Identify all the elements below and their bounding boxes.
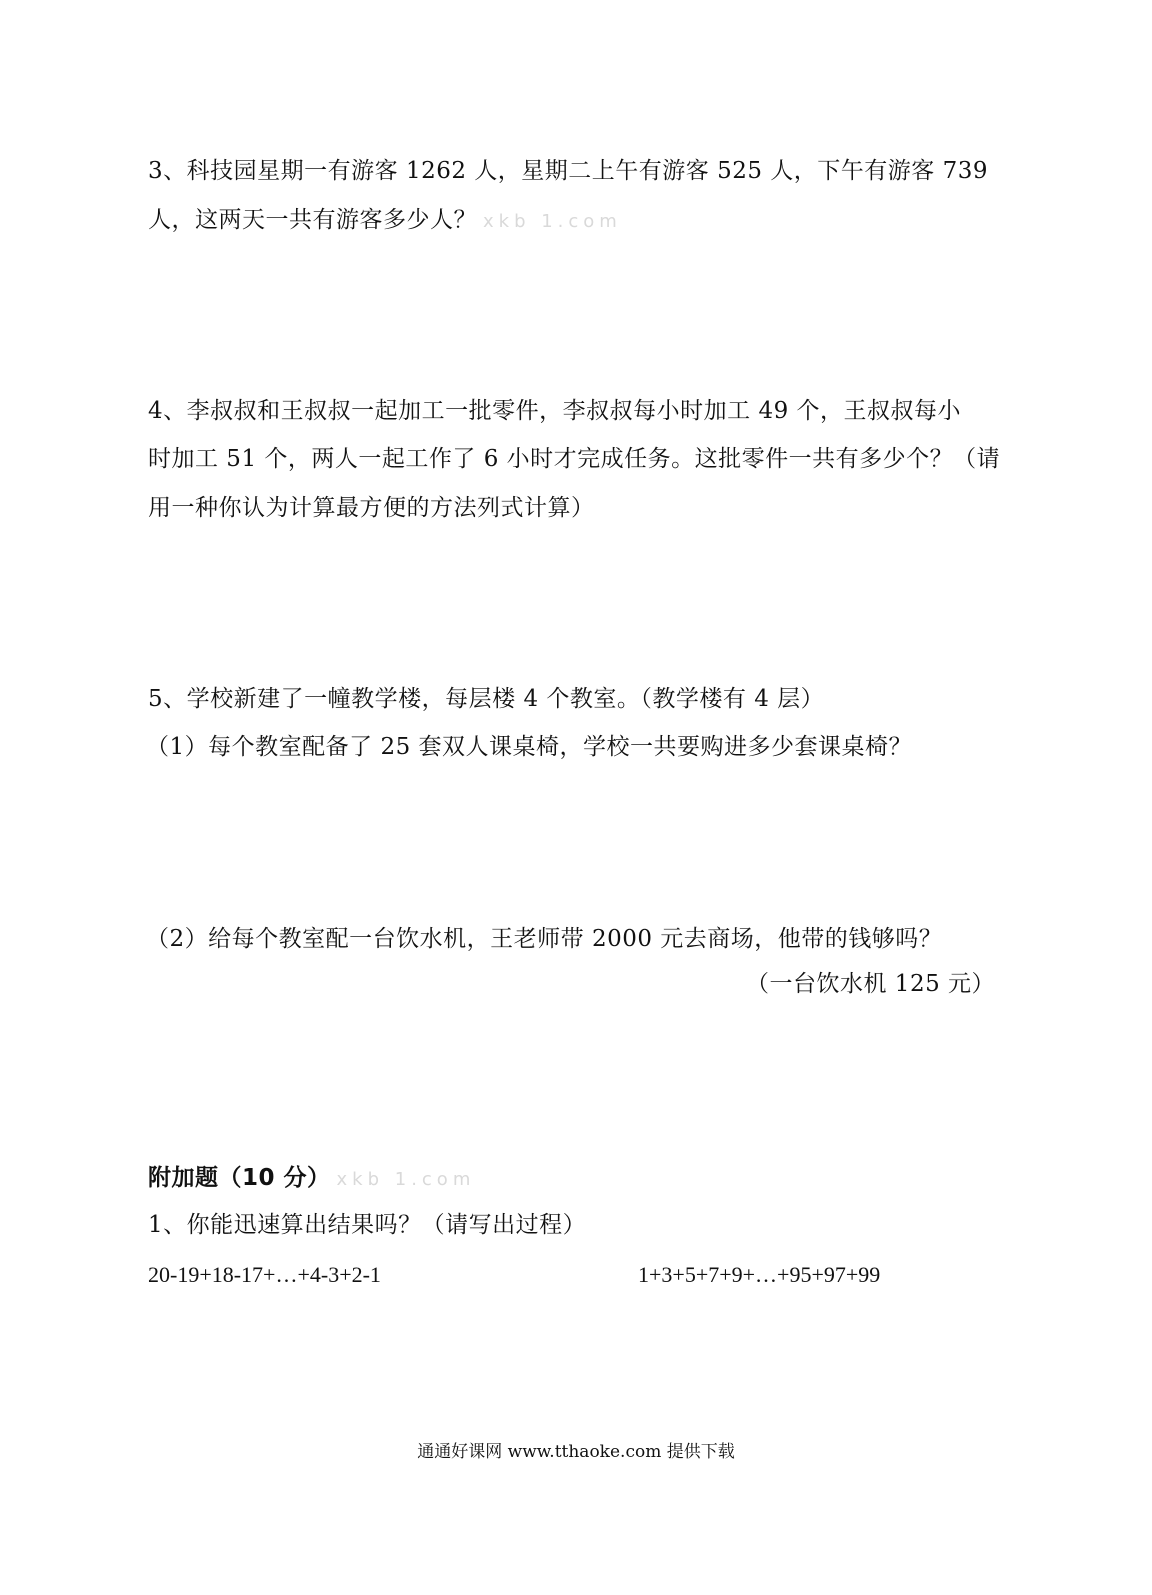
bonus-heading: [148, 1163, 475, 1195]
q5-part-1: （1）每个教室配备了 25 套双人课桌椅，学校一共要购进多少套课桌椅？: [146, 734, 913, 760]
bonus-title: 附加题（10 分）: [148, 1165, 331, 1191]
q3-line-1: 3、科技园星期一有游客 1262 人，星期二上午有游客 525 人，下午有游客 739: [148, 158, 989, 184]
bonus-expression-1: 20-19+18-17+…+4-3+2-1: [148, 1262, 381, 1287]
q5-part-2: （2）给每个教室配一台饮水机，王老师带 2000 元去商场，他带的钱够吗？: [146, 926, 943, 952]
q5-part-2-note: （一台饮水机 125 元）: [746, 971, 996, 997]
q4-line-1: 4、李叔叔和王叔叔一起加工一批零件，李叔叔每小时加工 49 个，王叔叔每小: [148, 398, 962, 424]
page-footer: 通通好课网 www.tthaoke.com 提供下载: [417, 1442, 735, 1462]
q4-line-2: 时加工 51 个，两人一起工作了 6 小时才完成任务。这批零件一共有多少个？（请: [148, 446, 1001, 472]
q3-line-2-text: 人，这两天一共有游客多少人？: [148, 207, 477, 233]
bonus-q1: 1、你能迅速算出结果吗？（请写出过程）: [148, 1212, 587, 1238]
watermark-text: xkb 1.com: [336, 1169, 476, 1190]
q4-line-3: 用一种你认为计算最方便的方法列式计算）: [148, 495, 595, 521]
q5-title: 5、学校新建了一幢教学楼，每层楼 4 个教室。（教学楼有 4 层）: [148, 686, 825, 712]
bonus-expression-2: 1+3+5+7+9+…+95+97+99: [638, 1262, 881, 1287]
watermark-text: xkb 1.com: [483, 211, 622, 232]
q3-line-2: [148, 205, 622, 237]
